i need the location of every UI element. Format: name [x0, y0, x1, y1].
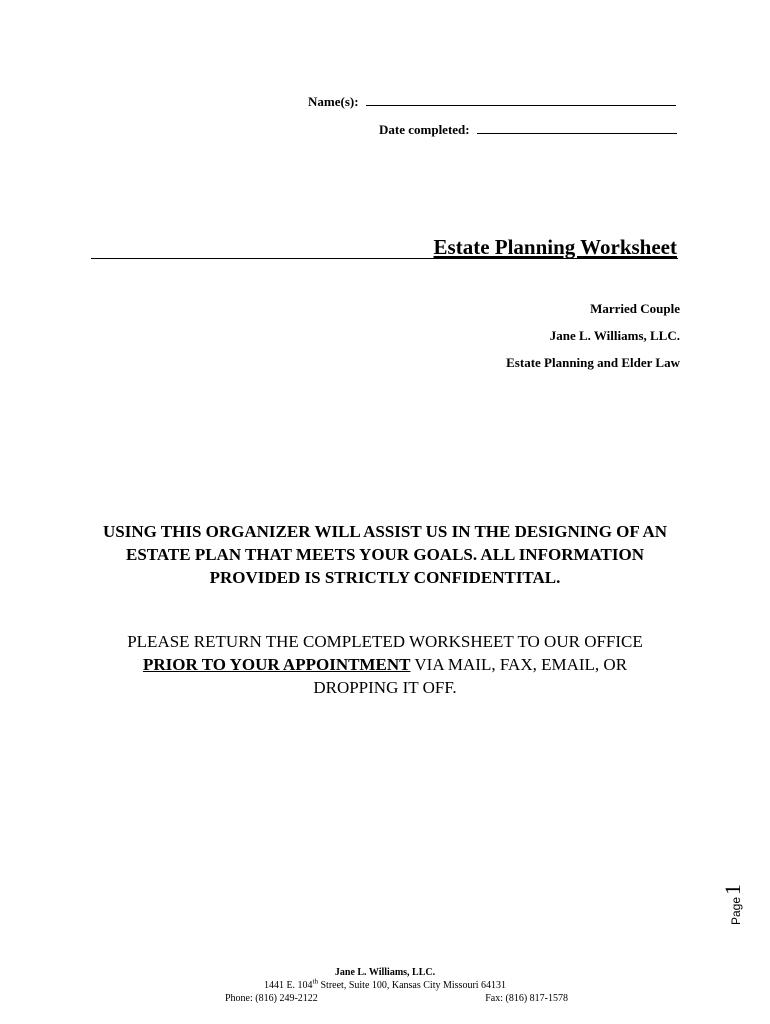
subtitle-client-type: Married Couple	[590, 301, 680, 316]
footer-address-start: 1441 E. 104	[263, 980, 313, 991]
instructions-line: DROPPING IT OFF.	[313, 678, 457, 697]
notice-line: PROVIDED IS STRICTLY CONFIDENTITAL.	[209, 568, 561, 587]
footer-fax: Fax: (816) 817-1578	[485, 993, 568, 1004]
footer	[180, 966, 590, 1005]
footer-address-end: Street, Suite 100, Kansas City Missouri 64131	[318, 980, 507, 991]
notice-line: ESTATE PLAN THAT MEETS YOUR GOALS. ALL INFORMATION	[126, 545, 644, 564]
page-number: 1	[720, 883, 745, 895]
date-completed-label: Date completed:	[379, 122, 470, 137]
page-word: Page	[729, 896, 743, 925]
return-instructions	[80, 630, 690, 699]
instructions-emphasis: PRIOR TO YOUR APPOINTMENT	[142, 655, 411, 674]
subtitle-practice-area: Estate Planning and Elder Law	[506, 355, 680, 370]
instructions-line-rest: VIA MAIL, FAX, EMAIL, OR	[410, 655, 628, 674]
document-title: Estate Planning Worksheet	[433, 235, 677, 259]
date-completed-input-line[interactable]	[477, 122, 677, 134]
footer-firm-name: Jane L. Williams, LLC.	[334, 967, 436, 978]
names-label: Name(s):	[308, 94, 359, 109]
date-completed-field-row	[379, 122, 677, 138]
subtitle-firm-name: Jane L. Williams, LLC.	[549, 328, 680, 343]
page-number-marker	[692, 880, 752, 925]
names-field-row	[308, 94, 676, 110]
notice-line: USING THIS ORGANIZER WILL ASSIST US IN THE DESIGNING OF AN	[102, 522, 668, 541]
footer-address-suffix: th	[312, 977, 318, 986]
instructions-line: PLEASE RETURN THE COMPLETED WORKSHEET TO OUR OFFICE	[127, 632, 643, 651]
footer-address	[180, 979, 590, 992]
names-input-line[interactable]	[366, 94, 676, 106]
footer-phone: Phone: (816) 249-2122	[225, 993, 318, 1004]
confidentiality-notice	[80, 520, 690, 589]
footer-contacts	[180, 992, 590, 1005]
instructions-line	[80, 653, 690, 676]
